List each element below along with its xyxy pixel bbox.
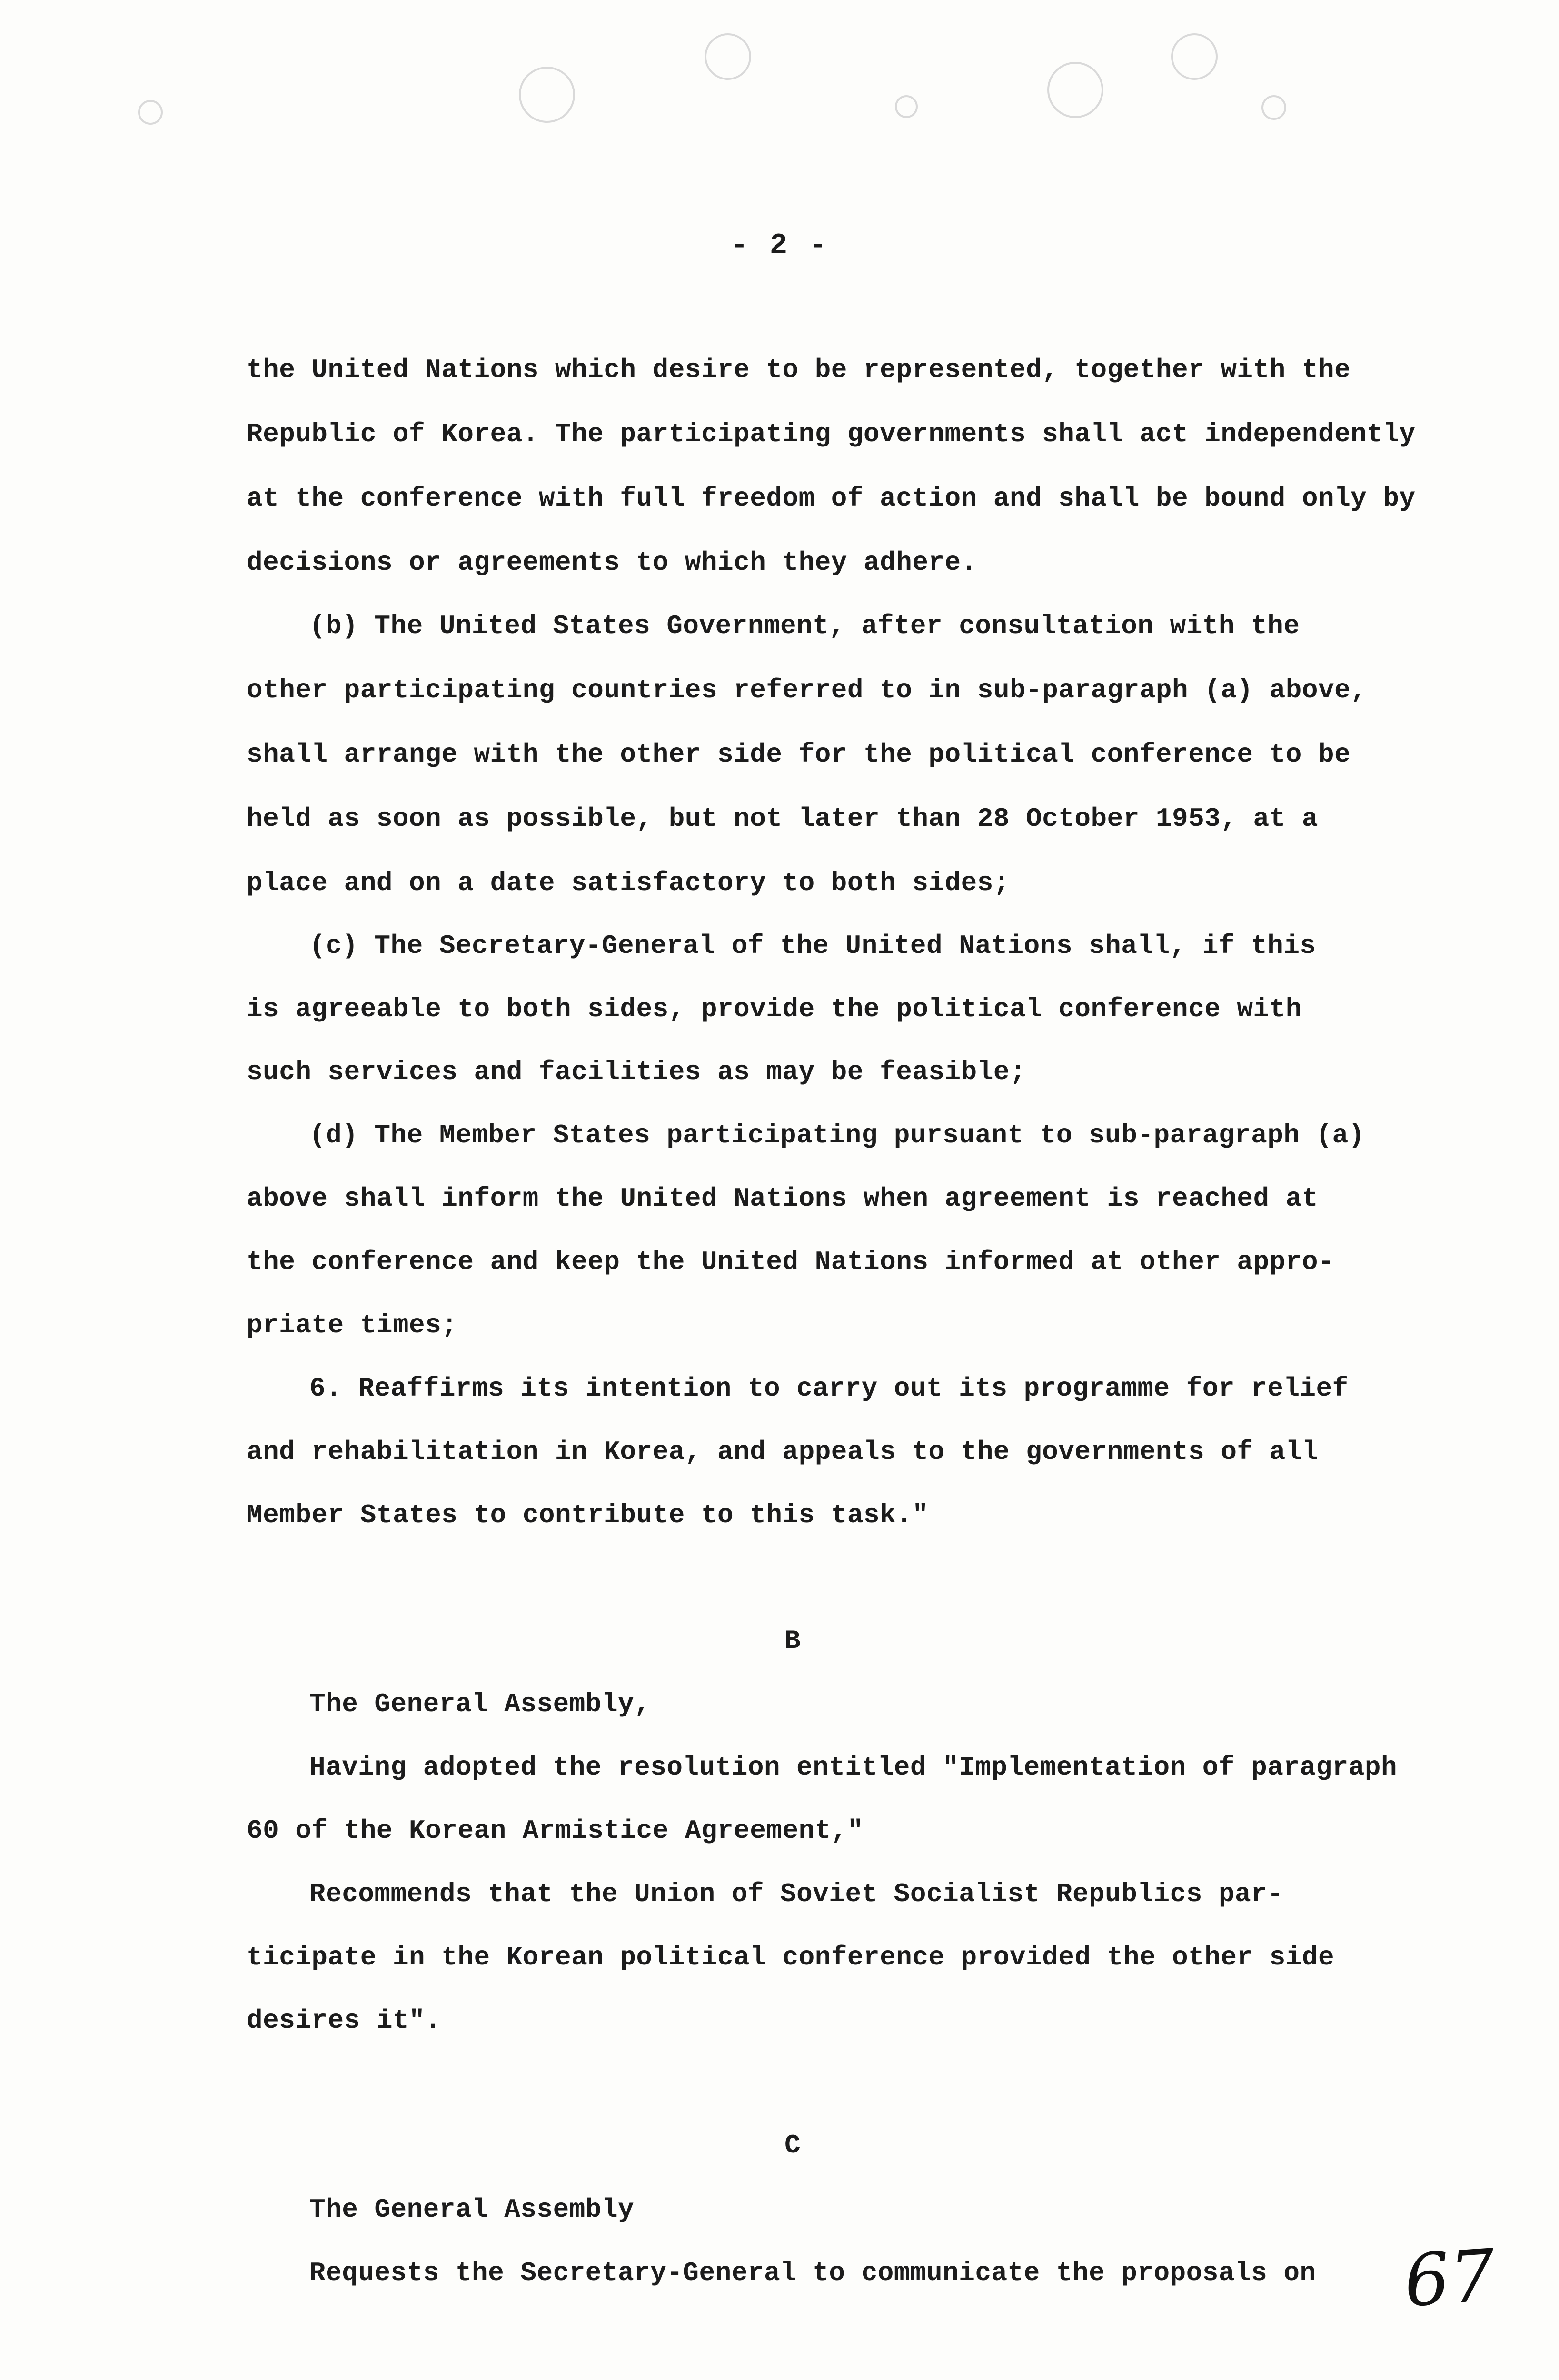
text-line: other participating countries referred to in sub-paragraph (a) above,: [247, 675, 1367, 705]
text-line: The General Assembly,: [309, 1689, 651, 1719]
text-line: Recommends that the Union of Soviet Socialist Republics par-: [309, 1879, 1284, 1909]
text-line: and rehabilitation in Korea, and appeals to the governments of all: [247, 1437, 1318, 1467]
text-line: at the conference with full freedom of action and shall be bound only by: [247, 483, 1416, 514]
punch-hole: [519, 67, 575, 123]
text-line: (b) The United States Government, after consultation with the: [309, 611, 1300, 641]
text-line: 6. Reaffirms its intention to carry out its programme for relief: [309, 1373, 1349, 1404]
punch-hole: [895, 95, 918, 118]
text-line: such services and facilities as may be feasible;: [247, 1057, 1026, 1087]
text-line: Member States to contribute to this task.": [247, 1500, 929, 1530]
text-line: 60 of the Korean Armistice Agreement,": [247, 1815, 864, 1846]
section-heading-c: C: [784, 2130, 801, 2161]
page-number: - 2 -: [730, 228, 829, 262]
punch-hole: [1047, 62, 1103, 118]
punch-hole: [1171, 33, 1218, 80]
section-heading-b: B: [784, 1626, 801, 1656]
text-line: Republic of Korea. The participating governments shall act independently: [247, 419, 1416, 449]
text-line: is agreeable to both sides, provide the political conference with: [247, 994, 1302, 1024]
text-line: Requests the Secretary-General to communicate the proposals on: [309, 2258, 1316, 2288]
handwritten-page-mark: 67: [1401, 2234, 1498, 2323]
text-line: the United Nations which desire to be represented, together with the: [247, 355, 1351, 385]
text-line: shall arrange with the other side for the political conference to be: [247, 739, 1351, 770]
text-line: The General Assembly: [309, 2194, 635, 2225]
text-line: (c) The Secretary-General of the United Nations shall, if this: [309, 931, 1316, 961]
text-line: held as soon as possible, but not later than 28 October 1953, at a: [247, 803, 1318, 834]
punch-hole: [1261, 95, 1286, 120]
punch-hole: [705, 33, 751, 80]
text-line: desires it".: [247, 2005, 442, 2036]
text-line: place and on a date satisfactory to both sides;: [247, 868, 1010, 898]
text-line: (d) The Member States participating pursuant to sub-paragraph (a): [309, 1120, 1365, 1150]
text-line: above shall inform the United Nations when agreement is reached at: [247, 1183, 1318, 1214]
text-line: decisions or agreements to which they adhere.: [247, 547, 977, 578]
text-line: the conference and keep the United Nations informed at other appro-: [247, 1247, 1335, 1277]
text-line: ticipate in the Korean political conference provided the other side: [247, 1942, 1335, 1973]
text-line: priate times;: [247, 1310, 458, 1340]
punch-hole: [138, 100, 163, 125]
text-line: Having adopted the resolution entitled "Implementation of paragraph: [309, 1752, 1398, 1783]
